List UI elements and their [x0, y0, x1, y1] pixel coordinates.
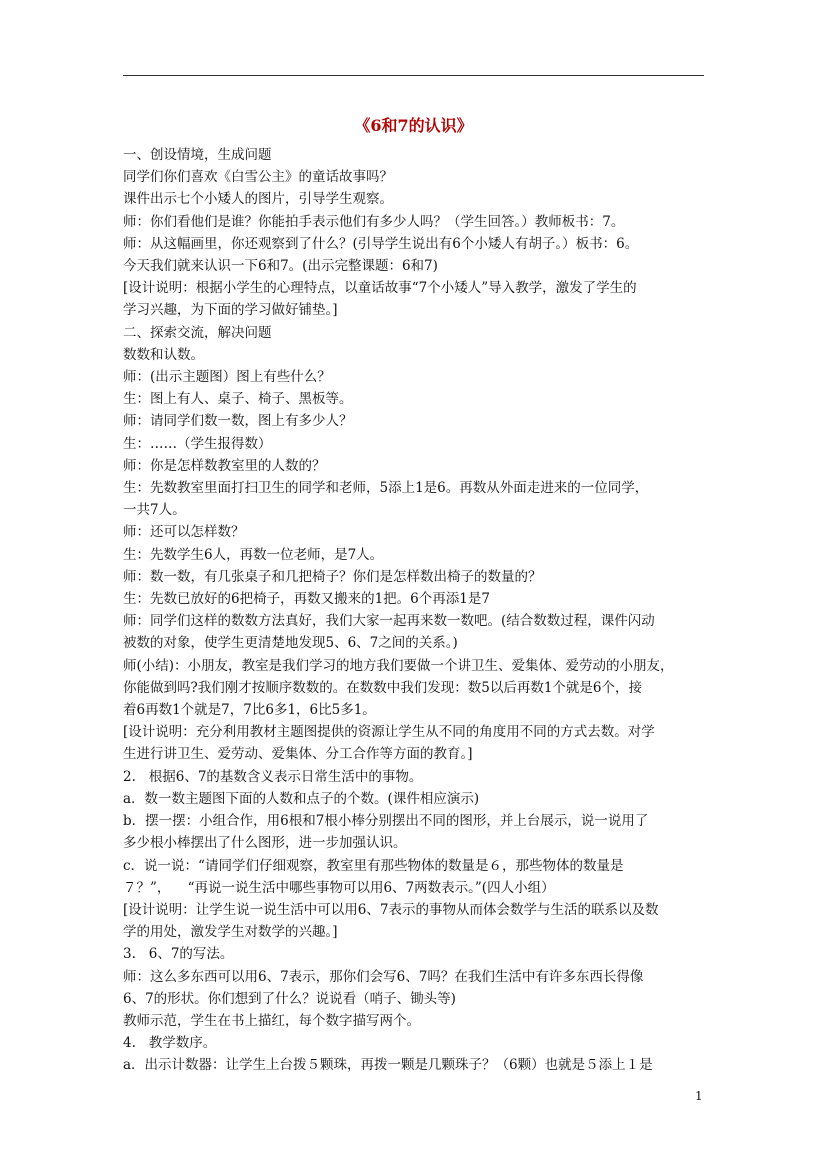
page-number: 1: [695, 1089, 703, 1103]
text-line: 多少根小棒摆出了什么图形，进一步加强认识。: [123, 835, 407, 852]
text-line: a．出示计数器：让学生上台拨５颗珠，再拨一颗是几颗珠子？（6颗）也就是５添上１是: [123, 1057, 653, 1074]
text-line: ７？”， “再说一说生活中哪些事物可以用6、7两数表示。”(四人小组）: [123, 879, 555, 896]
document-body: [123, 144, 706, 1077]
text-line: 二、探索交流，解决问题: [123, 324, 272, 341]
text-line: 师：这么多东西可以用6、7表示，那你们会写6、7吗？在我们生活中有许多东西长得像: [123, 968, 644, 985]
text-line: 学习兴趣，为下面的学习做好铺垫。]: [123, 302, 338, 319]
header-rule: [123, 75, 704, 76]
text-line: b．摆一摆：小组合作，用6根和7根小棒分别摆出不同的图形，并上台展示，说一说用了: [123, 813, 649, 830]
text-line: 着6再数1个就是7，7比6多1，6比5多1。: [123, 702, 376, 719]
text-line: 2. 根据6、7的基数含义表示日常生活中的事物。: [123, 768, 423, 785]
text-line: 生：图上有人、桌子、椅子、黑板等。: [123, 391, 353, 408]
text-line: 生：先数教室里面打扫卫生的同学和老师，5添上1是6。再数从外面走进来的一位同学，: [123, 480, 649, 497]
text-line: 师：你们看他们是谁？你能拍手表示他们有多少人吗？（学生回答。）教师板书：7。: [123, 213, 625, 230]
text-line: 师：还可以怎样数？: [123, 524, 245, 541]
text-line: [设计说明：充分利用教材主题图提供的资源让学生从不同的角度用不同的方式去数。对学: [123, 724, 655, 741]
document-title: 《6和7的认识》: [354, 116, 473, 135]
text-line: 师：(出示主题图）图上有些什么？: [123, 369, 331, 386]
text-line: 师：从这幅画里，你还观察到了什么？(引导学生说出有6个小矮人有胡子。）板书：6。: [123, 235, 639, 252]
text-line: 课件出示七个小矮人的图片，引导学生观察。: [123, 191, 393, 208]
text-line: 教师示范，学生在书上描红，每个数字描写两个。: [123, 1012, 420, 1029]
text-line: 学的用处，激发学生对数学的兴趣。]: [123, 924, 338, 941]
text-line: 被数的对象，使学生更清楚地发现5、6、7之间的关系。): [123, 635, 458, 652]
text-line: 一共7人。: [123, 502, 186, 519]
text-line: 师：数一数，有几张桌子和几把椅子？你们是怎样数出椅子的数量的？: [123, 568, 542, 585]
text-line: 师：你是怎样数教室里的人数的？: [123, 457, 326, 474]
text-line: 生：……（学生报得数）: [123, 435, 272, 452]
text-line: 4. 教学数序。: [123, 1035, 217, 1052]
text-line: 生：先数已放好的6把椅子，再数又搬来的1把。6个再添1是7: [123, 591, 490, 608]
text-line: 数数和认数。: [123, 346, 204, 363]
text-line: 今天我们就来认识一下6和7。(出示完整课题：6和7): [123, 258, 438, 275]
text-line: 师(小结)：小朋友，教室是我们学习的地方我们要做一个讲卫生、爱集体、爱劳动的小朋友，: [123, 657, 674, 674]
text-line: c．说一说：“请同学们仔细观察，教室里有那些物体的数量是６，那些物体的数量是: [123, 857, 624, 874]
text-line: a．数一数主题图下面的人数和点子的个数。(课件相应演示): [123, 790, 480, 807]
text-line: 生进行讲卫生、爱劳动、爱集体、分工合作等方面的教育。]: [123, 746, 473, 763]
text-line: 师：同学们这样的数数方法真好，我们大家一起再来数一数吧。(结合数数过程，课件闪动: [123, 613, 655, 630]
text-line: 6、7的形状。你们想到了什么？说说看（哨子、锄头等): [123, 990, 456, 1007]
text-line: 生：先数学生6人，再数一位老师，是7人。: [123, 546, 384, 563]
text-line: 一、创设情境，生成问题: [123, 147, 272, 163]
text-line: 同学们你们喜欢《白雪公主》的童话故事吗？: [123, 169, 393, 186]
text-line: [设计说明：让学生说一说生活中可以用6、7表示的事物从而体会数学与生活的联系以及数: [123, 901, 659, 918]
text-line: 师：请同学们数一数，图上有多少人？: [123, 413, 353, 430]
text-line: 3. 6、7的写法。: [123, 946, 234, 963]
text-line: [设计说明：根据小学生的心理特点，以童话故事“7个小矮人”导入教学，激发了学生的: [123, 280, 637, 297]
text-line: 你能做到吗?我们刚才按顺序数数的。在数数中我们发现：数5以后再数1个就是6个，接: [123, 679, 643, 696]
